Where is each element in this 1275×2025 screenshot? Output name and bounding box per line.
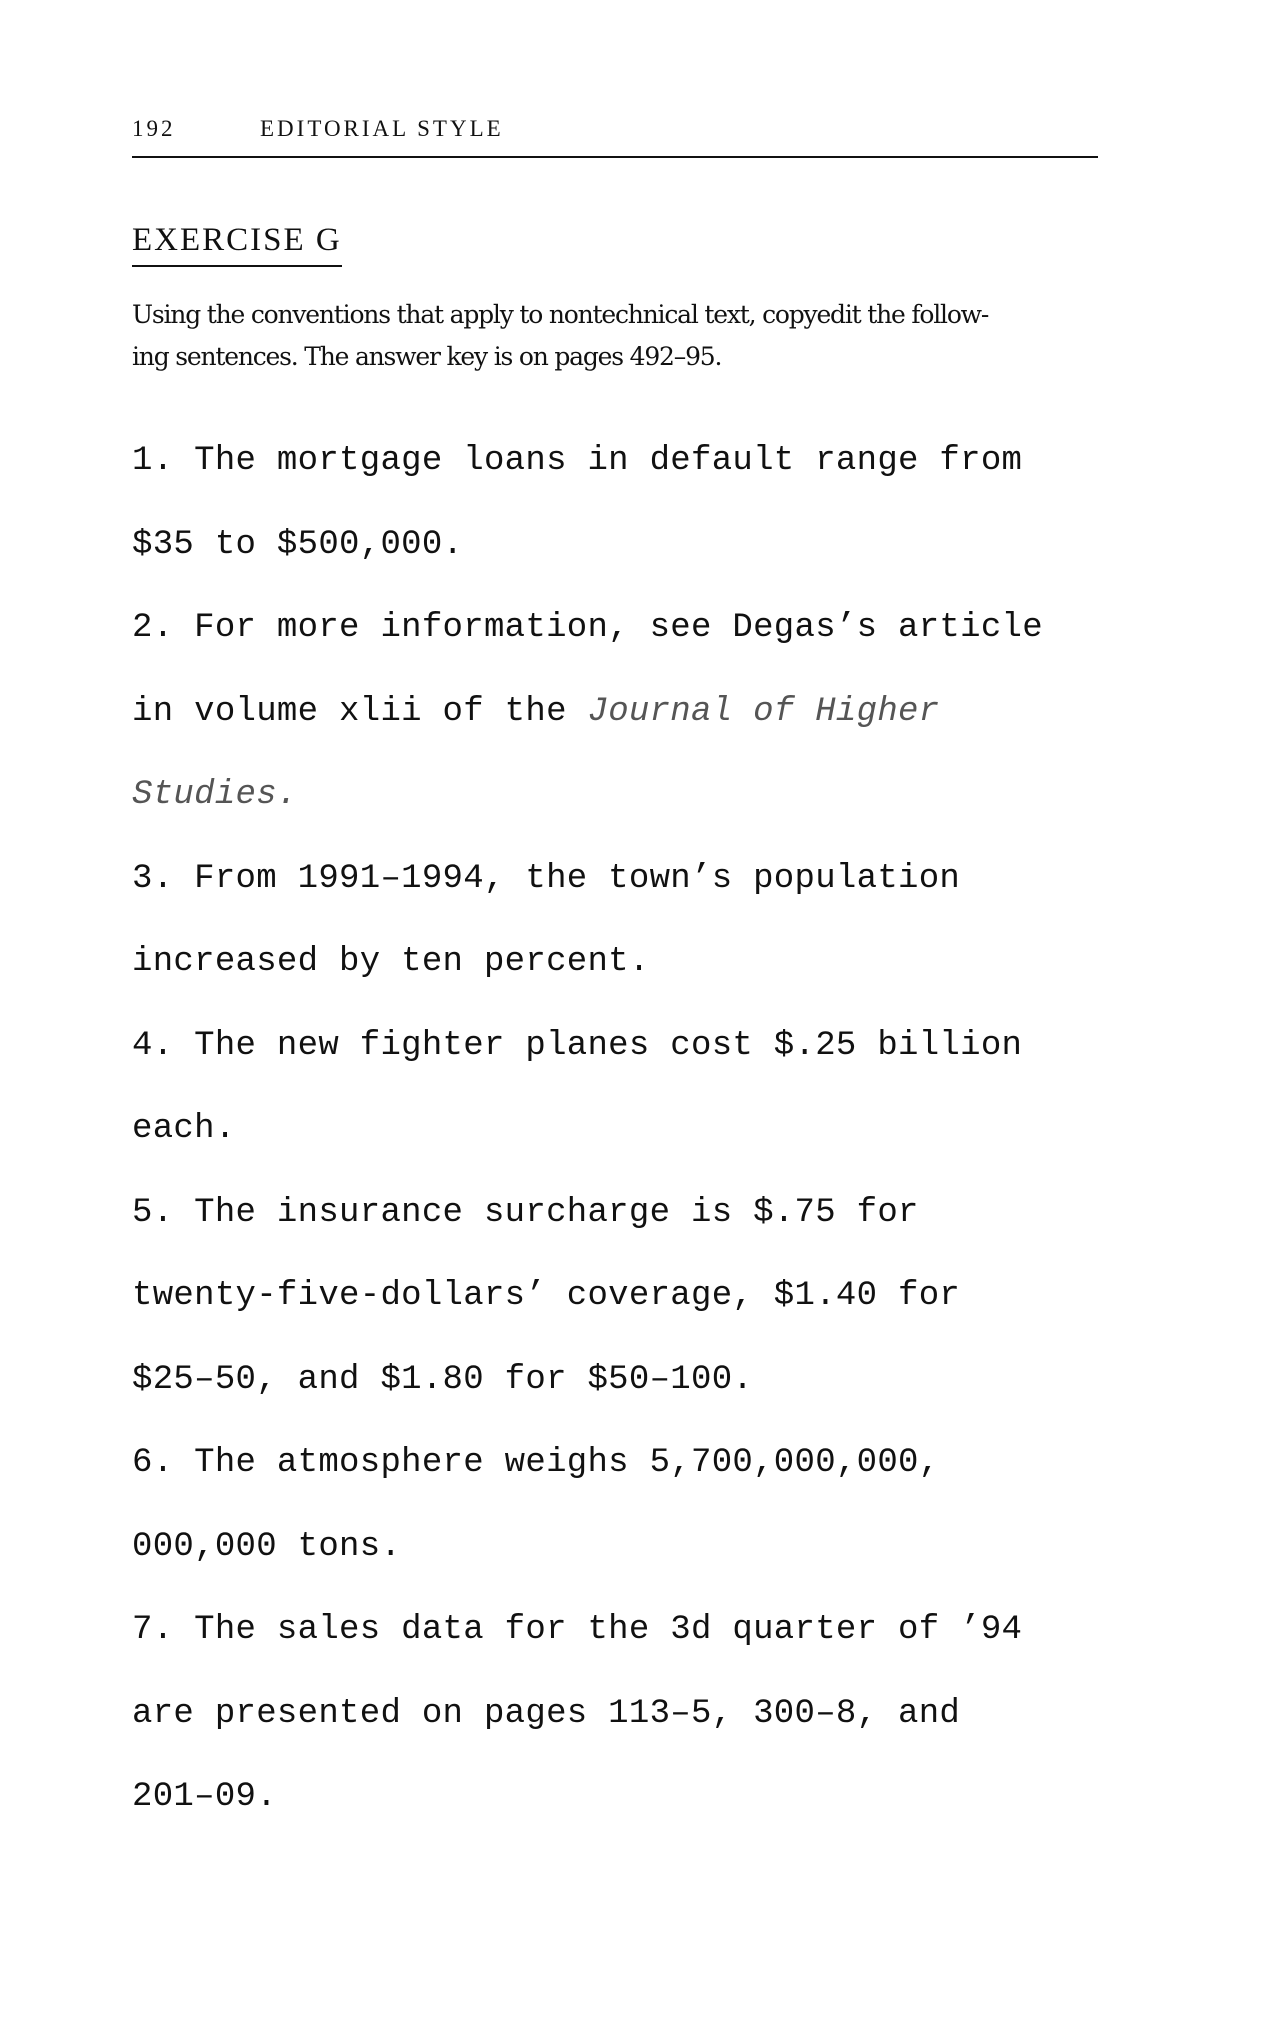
item-line: 201–09. bbox=[132, 1778, 277, 1816]
item-line: $25–50, and $1.80 for $50–100. bbox=[132, 1360, 754, 1399]
item-line: 4. The new fighter planes cost $.25 billion bbox=[132, 1026, 1023, 1065]
item-line: 3. From 1991–1994, the town’s population bbox=[132, 859, 961, 898]
item-text: in volume xlii of the bbox=[132, 692, 588, 731]
item-line bbox=[132, 671, 1098, 755]
item-line: 7. The sales data for the 3d quarter of ’94 bbox=[132, 1611, 1023, 1649]
page-number: 192 bbox=[132, 116, 176, 141]
running-head bbox=[132, 108, 1098, 158]
item-line: twenty-five-dollars’ coverage, $1.40 for bbox=[132, 1277, 961, 1315]
exercise-item-7 bbox=[132, 1589, 1098, 1840]
exercise-title: EXERCISE G bbox=[132, 222, 342, 267]
exercise-instructions bbox=[132, 294, 1098, 378]
item-line: increased by ten percent. bbox=[132, 943, 650, 981]
item-line: $35 to $500,000. bbox=[132, 525, 464, 564]
exercise-item-4 bbox=[132, 1005, 1098, 1172]
item-line: are presented on pages 113–5, 300–8, and bbox=[132, 1694, 961, 1733]
item-line: 2. For more information, see Degas’s article bbox=[132, 609, 1043, 647]
item-line: each. bbox=[132, 1110, 236, 1148]
item-line: 5. The insurance surcharge is $.75 for bbox=[132, 1193, 919, 1232]
journal-title-continued: Studies. bbox=[132, 776, 298, 814]
journal-title: Journal of Higher bbox=[587, 692, 940, 731]
exercise-item-2 bbox=[132, 587, 1098, 838]
instructions-line: ing sentences. The answer key is on pages 492–95. bbox=[132, 342, 722, 371]
exercise-items bbox=[132, 420, 1098, 1840]
exercise-item-3 bbox=[132, 838, 1098, 1005]
section-title: EDITORIAL STYLE bbox=[260, 116, 504, 141]
item-line: 000,000 tons. bbox=[132, 1527, 402, 1566]
instructions-line: Using the conventions that apply to nontechnical text, copyedit the follow- bbox=[132, 300, 989, 329]
exercise-item-6 bbox=[132, 1422, 1098, 1589]
item-line: 6. The atmosphere weighs 5,700,000,000, bbox=[132, 1444, 940, 1482]
exercise-item-1 bbox=[132, 420, 1098, 587]
exercise-item-5 bbox=[132, 1172, 1098, 1423]
item-line: 1. The mortgage loans in default range from bbox=[132, 442, 1023, 480]
